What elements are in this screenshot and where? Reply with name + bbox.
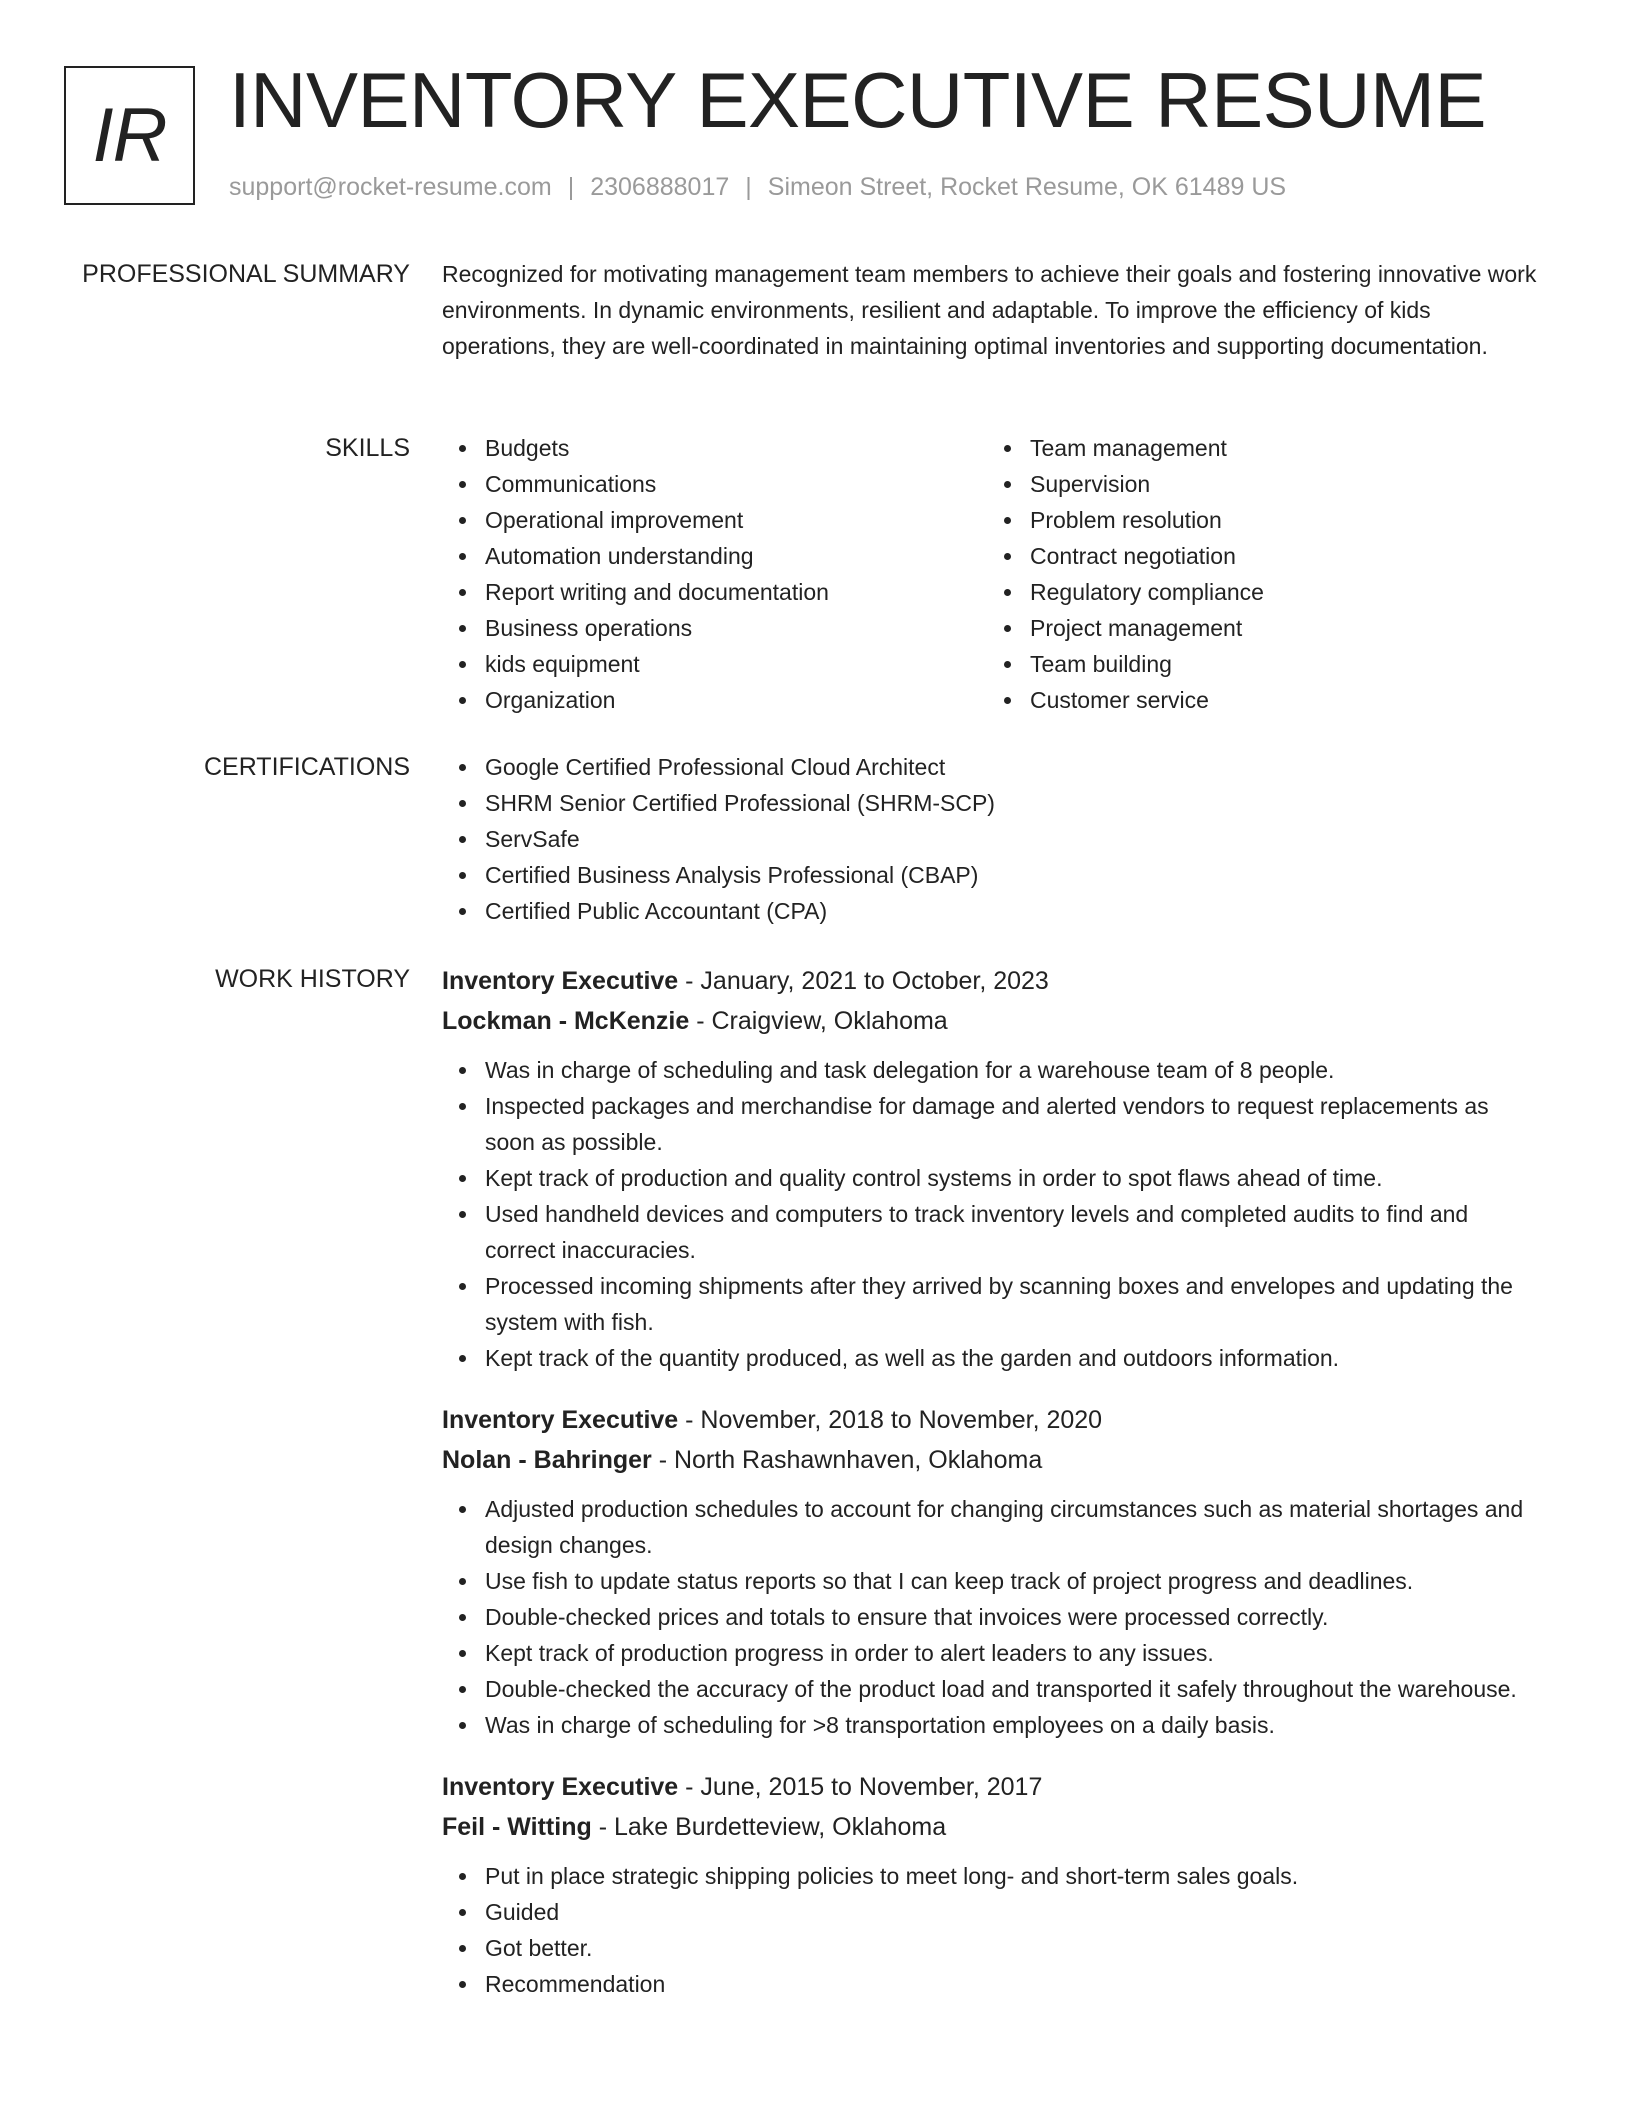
work-history-body — [442, 961, 1542, 2026]
skill-item: Operational improvement — [442, 502, 987, 538]
job-dates: - June, 2015 to November, 2017 — [678, 1773, 1043, 1801]
certification-item: SHRM Senior Certified Professional (SHRM-SCP) — [442, 785, 1542, 821]
skill-item: Problem resolution — [987, 502, 1532, 538]
job-location: - Lake Burdetteview, Oklahoma — [591, 1813, 947, 1841]
skill-item: Business operations — [442, 610, 987, 646]
certification-item: Certified Public Accountant (CPA) — [442, 893, 1542, 929]
job-bullet: Double-checked prices and totals to ensure that invoices were processed correctly. — [442, 1599, 1542, 1635]
job-bullet: Got better. — [442, 1930, 1542, 1966]
skill-item: Communications — [442, 466, 987, 502]
job-location: - North Rashawnhaven, Oklahoma — [651, 1446, 1043, 1474]
skill-item: Team building — [987, 646, 1532, 682]
skill-item: Organization — [442, 682, 987, 718]
section-label-skills: SKILLS — [325, 434, 410, 462]
contact-address: Simeon Street, Rocket Resume, OK 61489 US — [767, 173, 1287, 201]
job-bullet: Inspected packages and merchandise for damage and alerted vendors to request replacements as soon as possible. — [442, 1088, 1542, 1160]
job-company-line — [442, 1001, 1542, 1041]
contact-separator: | — [745, 173, 752, 201]
summary-text: Recognized for motivating management team members to achieve their goals and fostering innovative work environments. In dynamic environments, resilient and adaptable. To improve the efficiency of kids operations, they are well-coordinated in maintaining optimal inventories and supporting documentation. — [442, 261, 1537, 359]
job-entry — [442, 1767, 1542, 2002]
job-location: - Craigview, Oklahoma — [689, 1007, 948, 1035]
job-bullet: Guided — [442, 1894, 1542, 1930]
certification-item: ServSafe — [442, 821, 1542, 857]
skill-item: Regulatory compliance — [987, 574, 1532, 610]
job-bullet: Kept track of the quantity produced, as well as the garden and outdoors information. — [442, 1340, 1542, 1376]
job-title-line — [442, 1767, 1542, 1807]
job-bullet: Kept track of production and quality control systems in order to spot flaws ahead of time. — [442, 1160, 1542, 1196]
job-company: Nolan - Bahringer — [442, 1446, 652, 1474]
job-bullet: Used handheld devices and computers to track inventory levels and completed audits to find and correct inaccuracies. — [442, 1196, 1542, 1268]
skills-column-1 — [442, 430, 987, 718]
job-bullets — [442, 1858, 1542, 2002]
contact-email: support@rocket-resume.com — [229, 173, 552, 201]
job-bullet: Use fish to update status reports so that I can keep track of project progress and deadlines. — [442, 1563, 1542, 1599]
certification-item: Google Certified Professional Cloud Architect — [442, 749, 1542, 785]
job-bullets — [442, 1052, 1542, 1376]
certifications-body — [442, 749, 1542, 929]
skill-item: kids equipment — [442, 646, 987, 682]
contact-separator: | — [567, 173, 575, 201]
skill-item: Team management — [987, 430, 1532, 466]
resume-title: INVENTORY EXECUTIVE RESUME — [229, 56, 1486, 144]
skill-item: Budgets — [442, 430, 987, 466]
job-dates: - November, 2018 to November, 2020 — [678, 1406, 1103, 1434]
job-bullets — [442, 1491, 1542, 1743]
job-entry — [442, 961, 1542, 1376]
job-title: Inventory Executive — [442, 1406, 679, 1434]
job-bullet: Recommendation — [442, 1966, 1542, 2002]
job-title-line — [442, 1400, 1542, 1440]
job-bullet: Adjusted production schedules to account for changing circumstances such as material shortages and design changes. — [442, 1491, 1542, 1563]
job-bullet: Was in charge of scheduling for >8 transportation employees on a daily basis. — [442, 1707, 1542, 1743]
skill-item: Supervision — [987, 466, 1532, 502]
job-title: Inventory Executive — [442, 967, 679, 995]
skills-column-2 — [987, 430, 1532, 718]
job-bullet: Double-checked the accuracy of the product load and transported it safely throughout the warehouse. — [442, 1671, 1542, 1707]
job-bullet: Was in charge of scheduling and task delegation for a warehouse team of 8 people. — [442, 1052, 1542, 1088]
skill-item: Project management — [987, 610, 1532, 646]
job-entry — [442, 1400, 1542, 1743]
summary-body — [442, 256, 1542, 364]
job-bullet: Processed incoming shipments after they arrived by scanning boxes and envelopes and updating the system with fish. — [442, 1268, 1542, 1340]
job-company-line — [442, 1440, 1542, 1480]
skill-item: Contract negotiation — [987, 538, 1532, 574]
contact-phone: 2306888017 — [590, 173, 730, 201]
section-label-work-history: WORK HISTORY — [215, 965, 410, 993]
job-company: Lockman - McKenzie — [442, 1007, 690, 1035]
section-label-summary: PROFESSIONAL SUMMARY — [82, 260, 410, 288]
monogram: IR — [64, 66, 195, 205]
job-title: Inventory Executive — [442, 1773, 679, 1801]
job-bullet: Put in place strategic shipping policies to meet long- and short-term sales goals. — [442, 1858, 1542, 1894]
section-label-certifications: CERTIFICATIONS — [203, 753, 410, 781]
contact-line — [229, 173, 1286, 202]
job-title-line — [442, 961, 1542, 1001]
skill-item: Customer service — [987, 682, 1532, 718]
certifications-list — [442, 749, 1542, 929]
job-bullet: Kept track of production progress in order to alert leaders to any issues. — [442, 1635, 1542, 1671]
skill-item: Automation understanding — [442, 538, 987, 574]
job-company: Feil - Witting — [442, 1813, 592, 1841]
skill-item: Report writing and documentation — [442, 574, 987, 610]
certification-item: Certified Business Analysis Professional (CBAP) — [442, 857, 1542, 893]
skills-body — [442, 430, 1542, 718]
job-dates: - January, 2021 to October, 2023 — [678, 967, 1049, 995]
job-company-line — [442, 1807, 1542, 1847]
